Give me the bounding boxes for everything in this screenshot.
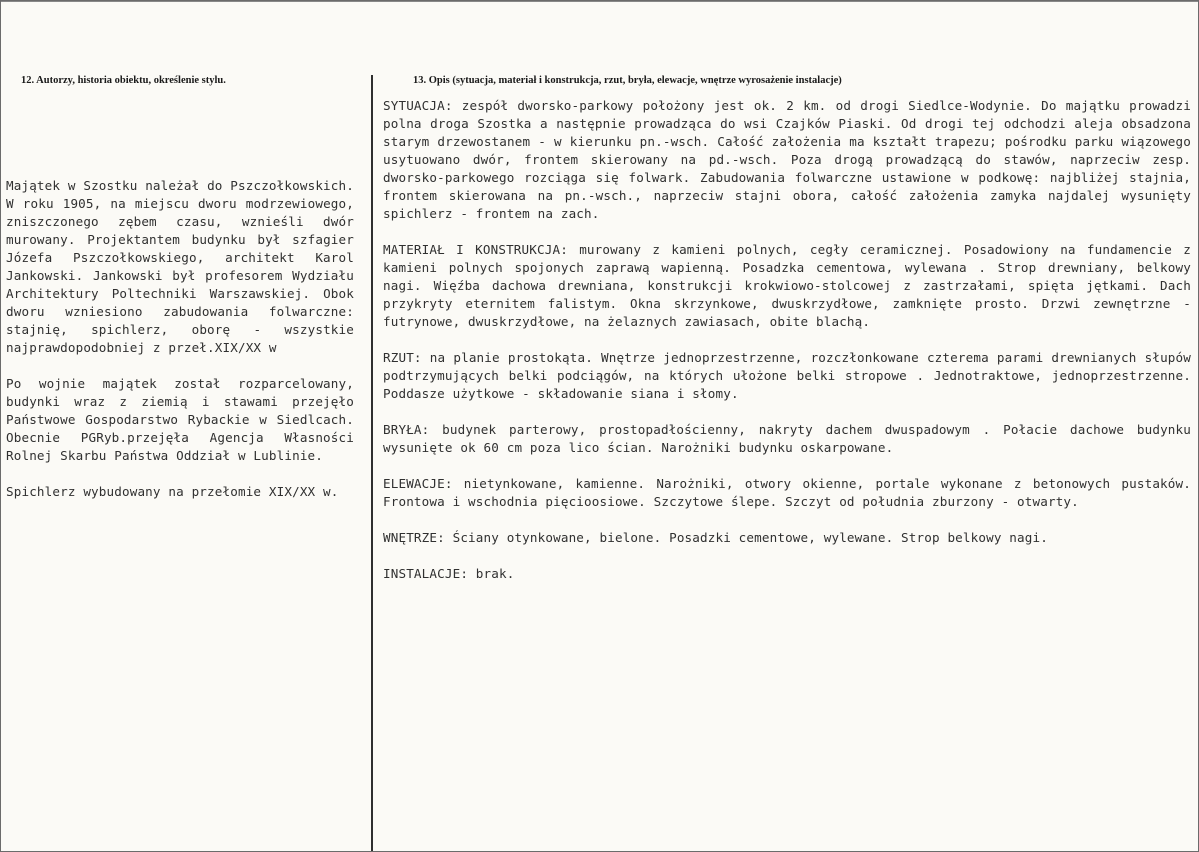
description-wnetrze: WNĘTRZE: Ściany otynkowane, bielone. Posadzki cementowe, wylewane. Strop belkowy nagi. <box>383 530 1048 545</box>
description-rzut: RZUT: na planie prostokąta. Wnętrze jednoprzestrzenne, rozczłonkowane czterema parami drewnianych słupów podtrzymujących belki podciągów, na których ułożone belki stropowe . Jednotraktowe, jednoprzestrzenne. Poddasze użytkowe - składowanie siana i słomy. <box>383 350 1191 401</box>
description-bryla: BRYŁA: budynek parterowy, prostopadłościenny, nakryty dachem dwuspadowym . Połacie dachowe budynku wysunięte ok 60 cm poza lico ścian. Narożniki budynku oskarpowane. <box>383 422 1191 455</box>
history-column <box>6 177 354 519</box>
description-material: MATERIAŁ I KONSTRUKCJA: murowany z kamieni polnych, cegły ceramicznej. Posadowiony na fundamencie z kamieni polnych spojonych zaprawą wapienną. Posadzka cementowa, wylewana . Strop drewniany, belkowy nagi. Więźba dachowa drewniana, konstrukcji krokwiowo-stolcowej z zastrzałami, spięta jętkami. Dach przykryty eternitem falistym. Okna skrzynkowe, dwuskrzydłowe, zamknięte prosto. Drzwi zewnętrzne - futrynowe, dwuskrzydłowe, na żelaznych zawiasach, obite blachą. <box>383 242 1191 329</box>
history-paragraph-1: Majątek w Szostku należał do Pszczołkowskich. W roku 1905, na miejscu dworu modrzewiowego, zniszczonego zębem czasu, wznieśli dwór murowany. Projektantem budynku był szfagier Józefa Pszczołkowskiego, architekt Karol Jankowski. Jankowski był profesorem Wydziału Architektury Poltechniki Warszawskiej. Obok dworu wzniesiono zabudowania folwarczne: stajnię, spichlerz, oborę - wszystkie najprawdopodobniej z przeł.XIX/XX w <box>6 178 354 355</box>
section-12-header: 12. Autorzy, historia obiektu, określenie stylu. <box>21 75 226 86</box>
description-instalacje: INSTALACJE: brak. <box>383 566 515 581</box>
column-divider <box>371 75 373 851</box>
history-paragraph-3: Spichlerz wybudowany na przełomie XIX/XX w. <box>6 484 339 499</box>
description-sytuacja: SYTUACJA: zespół dworsko-parkowy położony jest ok. 2 km. od drogi Siedlce-Wodynie. Do majątku prowadzi polna droga Szostka a następnie prowadząca do wsi Czajków Piaski. Od drogi tej odchodzi aleja obsadzona starym drzewostanem - w kierunku pn.-wsch. Całość założenia ma kształt trapezu; pośrodku parku wiązowego usytuowano dwór, frontem skierowany na pd.-wsch. Poza drogą prowadzącą do stawów, naprzeciw zesp. dworsko-parkowego rozciąga się folwark. Zabudowania folwarczne ustawione w podkowę: najbliżej stajnia, frontem skierowana na pn.-wsch., naprzeciw stajni obora, całość założenia zamyka najdalej wysunięty spichlerz - frontem na zach. <box>383 98 1191 221</box>
section-13-header: 13. Opis (sytuacja, materiał i konstrukcja, rzut, bryła, elewacje, wnętrze wyrosażenie instalacje) <box>413 75 842 86</box>
description-column <box>383 97 1191 601</box>
card-top-edge <box>1 1 1198 2</box>
description-elewacje: ELEWACJE: nietynkowane, kamienne. Narożniki, otwory okienne, portale wykonane z betonowych pustaków. Frontowa i wschodnia pięcioosiowe. Szczytowe ślepe. Szczyt od południa zburzony - otwarty. <box>383 476 1191 509</box>
history-paragraph-2: Po wojnie majątek został rozparcelowany, budynki wraz z ziemią i stawami przejęło Państwowe Gospodarstwo Rybackie w Siedlcach. Obecnie PGRyb.przejęła Agencja Własności Rolnej Skarbu Państwa Oddział w Lublinie. <box>6 376 354 463</box>
